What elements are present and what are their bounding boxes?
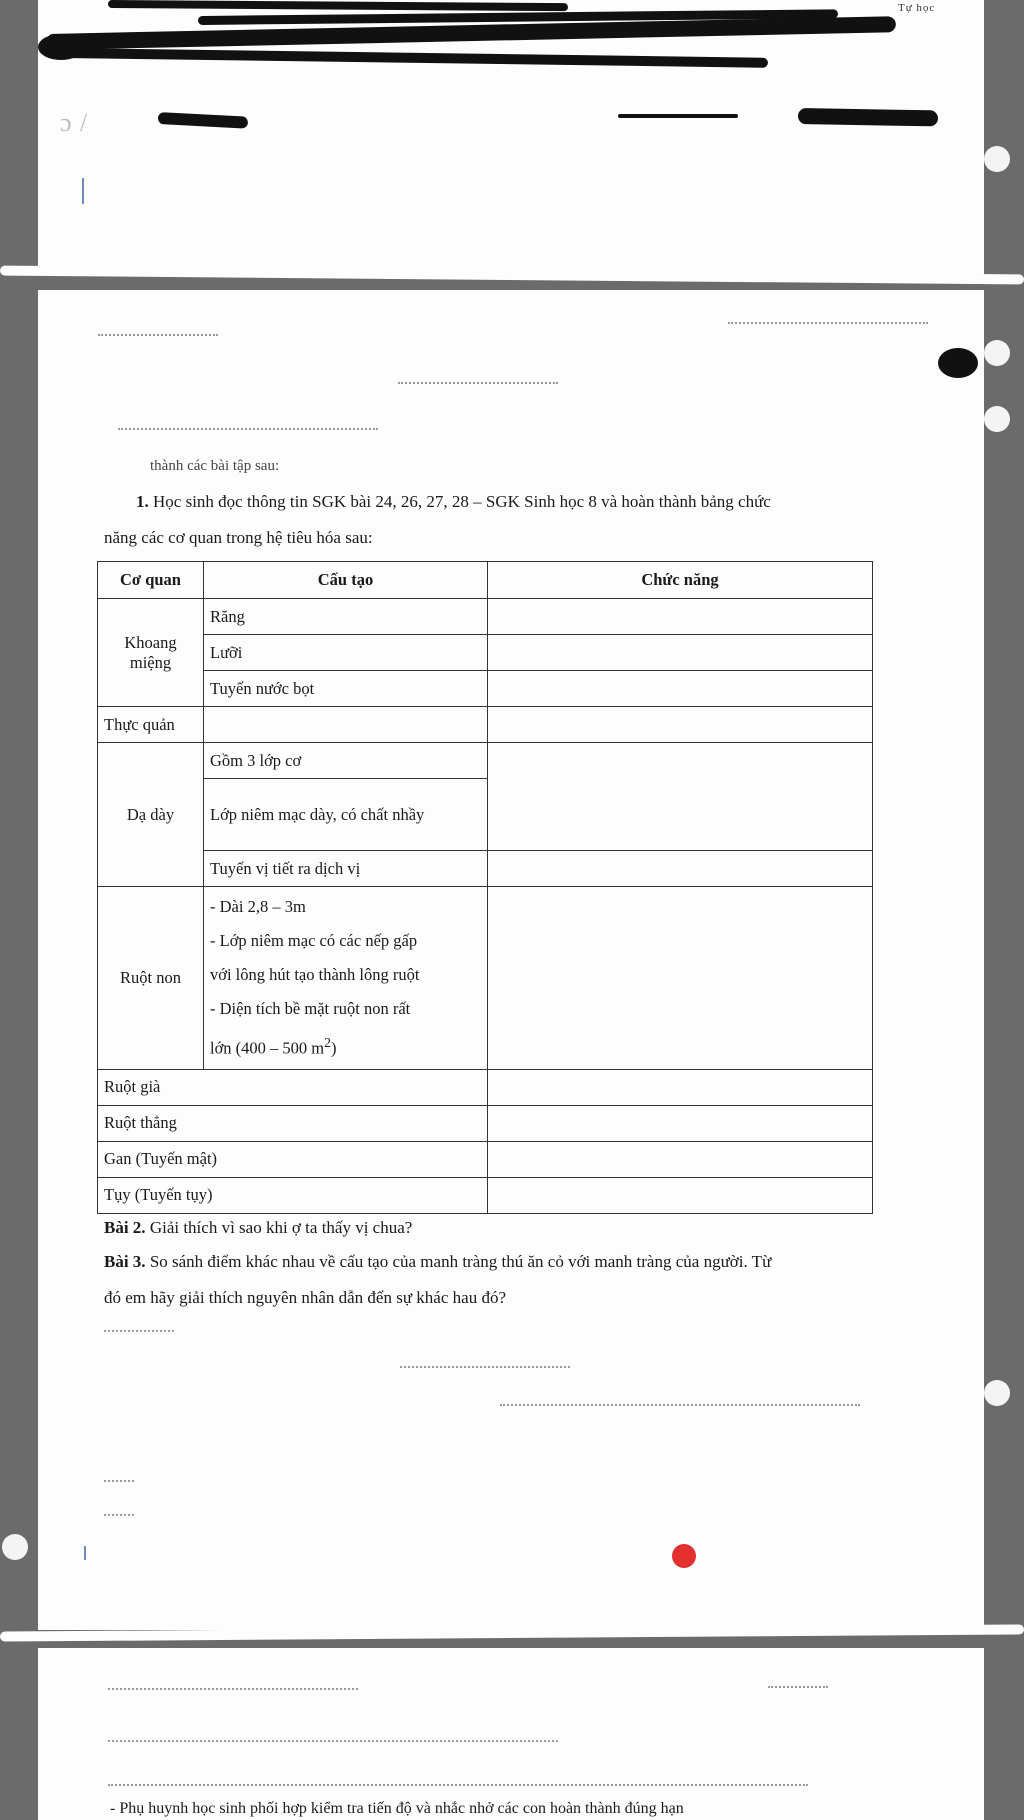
task1-text: Học sinh đọc thông tin SGK bài 24, 26, 27, 28 – SGK Sinh học 8 và hoàn thành bảng chức <box>153 492 771 511</box>
structure-line: - Lớp niêm mạc có các nếp gấp <box>210 931 418 950</box>
faded-text-line <box>108 1784 808 1786</box>
header-structure: Cấu tạo <box>204 562 488 599</box>
function-cell[interactable] <box>488 671 873 707</box>
structure-line: với lông hút tạo thành lông ruột <box>210 965 420 984</box>
redaction-scribble <box>618 114 738 118</box>
torn-edge-dot <box>984 146 1010 172</box>
footer-note: - Phụ huynh học sinh phối hợp kiểm tra tiến độ và nhắc nhở các con hoàn thành đúng hạn <box>110 1800 684 1817</box>
faded-text-line <box>768 1686 828 1688</box>
instruction-text: thành các bài tập sau: <box>150 458 280 474</box>
function-cell[interactable] <box>488 599 873 635</box>
faded-text-line <box>108 1740 558 1742</box>
page-top-fragment <box>38 0 984 274</box>
faded-heading-fragment: ɔ / <box>60 108 89 137</box>
header-fragment: Tự học <box>898 2 936 14</box>
structure-line: - Dài 2,8 – 3m <box>210 897 306 916</box>
torn-edge-dot <box>2 1534 28 1560</box>
redaction-blob <box>38 34 84 60</box>
redaction-blob <box>938 348 978 378</box>
task3-text: So sánh điểm khác nhau về cấu tạo của manh tràng thú ăn cỏ với manh tràng của người. Từ <box>149 1252 772 1271</box>
structure-cell: Răng <box>204 599 488 635</box>
task2-text: Giải thích vì sao khi ợ ta thấy vị chua? <box>149 1218 413 1237</box>
header-organ: Cơ quan <box>98 562 204 599</box>
faded-text-line <box>98 334 218 336</box>
organ-tuy: Tụy (Tuyến tụy) <box>98 1177 488 1213</box>
function-cell[interactable] <box>488 743 873 851</box>
function-cell[interactable] <box>488 887 873 1070</box>
organ-ruot-thang: Ruột thẳng <box>98 1105 488 1141</box>
task3-label: Bài 3. <box>104 1252 146 1271</box>
red-dot-marker <box>672 1544 696 1568</box>
task2-label: Bài 2. <box>104 1218 146 1237</box>
task1-line1 <box>136 492 771 512</box>
function-cell[interactable] <box>488 1069 873 1105</box>
structure-cell: Lớp niêm mạc dày, có chất nhầy <box>204 779 488 851</box>
organ-ruot-gia: Ruột già <box>98 1069 488 1105</box>
task1-line2: năng các cơ quan trong hệ tiêu hóa sau: <box>104 528 373 547</box>
faded-text-line <box>398 382 558 384</box>
faded-text-line <box>500 1404 860 1406</box>
function-cell[interactable] <box>488 707 873 743</box>
organ-thuc-quan: Thực quản <box>98 707 204 743</box>
torn-edge-dot <box>984 1380 1010 1406</box>
faded-text-line <box>104 1514 134 1516</box>
function-cell[interactable] <box>488 635 873 671</box>
faded-text-line <box>400 1366 570 1368</box>
task3-line2: đó em hãy giải thích nguyên nhân dẫn đến sự khác hau đó? <box>104 1288 506 1307</box>
organ-gan: Gan (Tuyến mật) <box>98 1141 488 1177</box>
text-cursor <box>84 1546 86 1560</box>
structure-cell-ruot-non <box>204 887 488 1070</box>
page-bottom-fragment <box>38 1648 984 1820</box>
header-function: Chức năng <box>488 562 873 599</box>
structure-cell: Lưỡi <box>204 635 488 671</box>
function-cell[interactable] <box>488 851 873 887</box>
structure-cell: Tuyến vị tiết ra dịch vị <box>204 851 488 887</box>
structure-cell: Gồm 3 lớp cơ <box>204 743 488 779</box>
function-cell[interactable] <box>488 1105 873 1141</box>
torn-edge-dot <box>984 406 1010 432</box>
redaction-scribble <box>798 108 938 126</box>
structure-cell[interactable] <box>204 707 488 743</box>
faded-text-line <box>118 428 378 430</box>
organ-khoang-mieng: Khoang miệng <box>98 599 204 707</box>
text-cursor <box>82 178 84 204</box>
organ-da-day: Dạ dày <box>98 743 204 887</box>
redaction-scribble <box>108 0 568 11</box>
redaction-scribble <box>158 112 249 129</box>
task2 <box>104 1218 412 1238</box>
function-cell[interactable] <box>488 1177 873 1213</box>
redaction-scribble <box>68 48 768 68</box>
task1-label: 1. <box>136 492 149 511</box>
organ-ruot-non: Ruột non <box>98 887 204 1070</box>
digestive-organs-table <box>97 561 873 1214</box>
structure-cell: Tuyến nước bọt <box>204 671 488 707</box>
faded-text-line <box>104 1330 174 1332</box>
torn-edge-dot <box>984 340 1010 366</box>
function-cell[interactable] <box>488 1141 873 1177</box>
faded-text-line <box>728 322 928 324</box>
faded-text-line <box>108 1688 358 1690</box>
faded-text-line <box>104 1480 134 1482</box>
task3-line1 <box>104 1252 771 1272</box>
structure-line: - Diện tích bề mặt ruột non rất <box>210 999 411 1018</box>
structure-line: lớn (400 – 500 $m^2$) <box>210 1035 337 1058</box>
